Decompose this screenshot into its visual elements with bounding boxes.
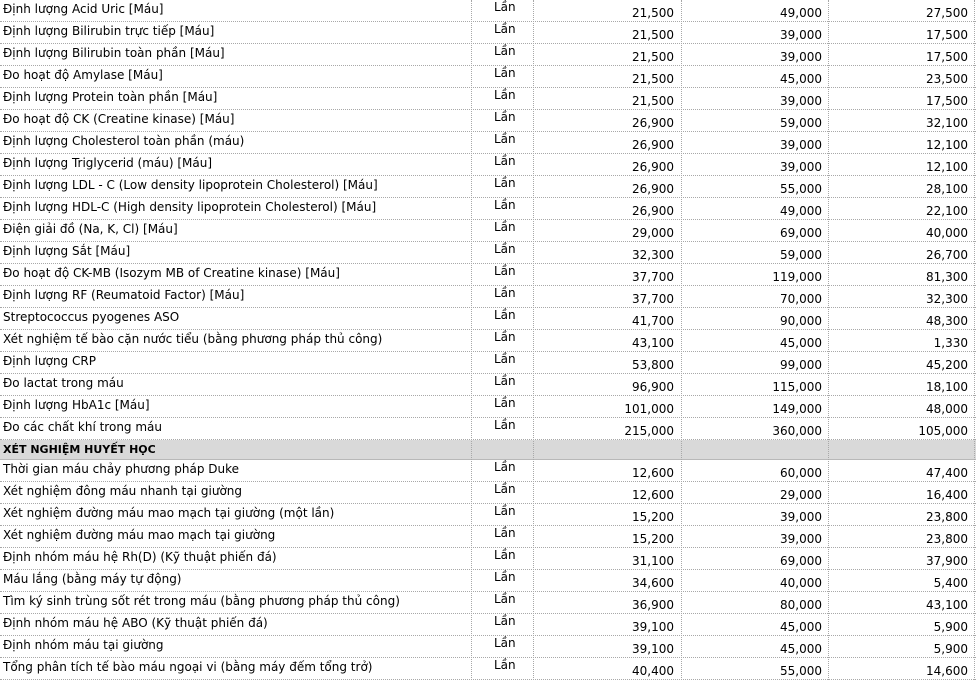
price-cell-p3: 40,000: [926, 226, 968, 240]
table-row: [0, 242, 976, 264]
price-cell-p2: 99,000: [780, 358, 822, 372]
test-name-cell: Đo hoạt độ CK (Creatine kinase) [Máu]: [3, 112, 235, 126]
price-cell-p3: 32,300: [926, 292, 968, 306]
test-name-cell: Định lượng Cholesterol toàn phần (máu): [3, 134, 245, 148]
price-cell-p2: 39,000: [780, 28, 822, 42]
unit-cell: Lần: [494, 22, 516, 36]
table-row: [0, 44, 976, 66]
unit-cell: Lần: [494, 44, 516, 58]
price-cell-p2: 59,000: [780, 248, 822, 262]
table-row: [0, 220, 976, 242]
table-row: [0, 110, 976, 132]
price-cell-p2: 80,000: [780, 598, 822, 612]
column-divider: [533, 0, 534, 680]
unit-cell: Lần: [494, 220, 516, 234]
price-cell-p1: 36,900: [632, 598, 674, 612]
table-row: [0, 570, 976, 592]
table-row: [0, 504, 976, 526]
column-divider: [828, 0, 829, 680]
price-cell-p3: 22,100: [926, 204, 968, 218]
price-cell-p1: 39,100: [632, 642, 674, 656]
unit-cell: Lần: [494, 526, 516, 540]
price-cell-p1: 37,700: [632, 270, 674, 284]
unit-cell: Lần: [494, 264, 516, 278]
test-name-cell: Xét nghiệm đông máu nhanh tại giường: [3, 484, 243, 498]
price-cell-p2: 55,000: [780, 664, 822, 678]
price-cell-p1: 26,900: [632, 182, 674, 196]
price-cell-p3: 26,700: [926, 248, 968, 262]
price-cell-p2: 69,000: [780, 554, 822, 568]
test-name-cell: Định lượng LDL - C (Low density lipoprotein Cholesterol) [Máu]: [3, 178, 378, 192]
price-cell-p3: 45,200: [926, 358, 968, 372]
table-row: [0, 308, 976, 330]
test-name-cell: Định lượng Acid Uric [Máu]: [3, 2, 164, 16]
price-cell-p2: 45,000: [780, 642, 822, 656]
price-cell-p2: 29,000: [780, 488, 822, 502]
table-row: [0, 66, 976, 88]
price-cell-p3: 17,500: [926, 28, 968, 42]
price-cell-p1: 96,900: [632, 380, 674, 394]
unit-cell: Lần: [494, 132, 516, 146]
price-cell-p3: 23,800: [926, 532, 968, 546]
price-cell-p2: 39,000: [780, 94, 822, 108]
unit-cell: Lần: [494, 418, 516, 432]
price-cell-p3: 16,400: [926, 488, 968, 502]
unit-cell: Lần: [494, 352, 516, 366]
test-name-cell: Đo các chất khí trong máu: [3, 420, 162, 434]
table-row: [0, 352, 976, 374]
price-cell-p1: 37,700: [632, 292, 674, 306]
test-name-cell: Streptococcus pyogenes ASO: [3, 310, 180, 324]
price-cell-p1: 26,900: [632, 204, 674, 218]
price-cell-p3: 18,100: [926, 380, 968, 394]
price-cell-p3: 23,800: [926, 510, 968, 524]
price-cell-p3: 12,100: [926, 160, 968, 174]
test-name-cell: Đo hoạt độ CK-MB (Isozym MB of Creatine kinase) [Máu]: [3, 266, 340, 280]
unit-cell: Lần: [494, 198, 516, 212]
price-cell-p1: 43,100: [632, 336, 674, 350]
table-row: [0, 482, 976, 504]
price-cell-p2: 45,000: [780, 72, 822, 86]
price-cell-p3: 43,100: [926, 598, 968, 612]
price-cell-p2: 39,000: [780, 160, 822, 174]
table-row: [0, 396, 976, 418]
test-name-cell: Thời gian máu chảy phương pháp Duke: [3, 462, 240, 476]
price-cell-p3: 5,900: [933, 620, 968, 634]
table-row: [0, 286, 976, 308]
price-cell-p1: 101,000: [624, 402, 674, 416]
price-cell-p3: 81,300: [926, 270, 968, 284]
test-name-cell: Định lượng HDL-C (High density lipoprotein Cholesterol) [Máu]: [3, 200, 377, 214]
price-cell-p2: 39,000: [780, 510, 822, 524]
unit-cell: Lần: [494, 374, 516, 388]
price-cell-p3: 32,100: [926, 116, 968, 130]
column-divider: [471, 0, 472, 680]
test-name-cell: Tìm ký sinh trùng sốt rét trong máu (bằng phương pháp thủ công): [3, 594, 400, 608]
unit-cell: Lần: [494, 110, 516, 124]
table-row: [0, 418, 976, 440]
table-row: [0, 198, 976, 220]
test-name-cell: Định lượng Protein toàn phần [Máu]: [3, 90, 218, 104]
price-cell-p2: 119,000: [772, 270, 822, 284]
price-cell-p1: 21,500: [632, 50, 674, 64]
price-cell-p2: 49,000: [780, 6, 822, 20]
test-name-cell: Định nhóm máu hệ ABO (Kỹ thuật phiến đá): [3, 616, 268, 630]
test-name-cell: Xét nghiệm đường máu mao mạch tại giường: [3, 528, 276, 542]
price-cell-p3: 47,400: [926, 466, 968, 480]
table-row: [0, 264, 976, 286]
price-cell-p3: 48,300: [926, 314, 968, 328]
price-cell-p1: 31,100: [632, 554, 674, 568]
price-cell-p1: 21,500: [632, 6, 674, 20]
unit-cell: Lần: [494, 330, 516, 344]
table-row: [0, 374, 976, 396]
test-name-cell: Tổng phân tích tế bào máu ngoại vi (bằng máy đếm tổng trở): [3, 660, 373, 674]
price-cell-p1: 15,200: [632, 510, 674, 524]
unit-cell: Lần: [494, 636, 516, 650]
test-name-cell: Máu lắng (bằng máy tự động): [3, 572, 182, 586]
price-cell-p3: 14,600: [926, 664, 968, 678]
price-cell-p1: 21,500: [632, 94, 674, 108]
price-cell-p1: 12,600: [632, 488, 674, 502]
unit-cell: Lần: [494, 658, 516, 672]
price-cell-p1: 15,200: [632, 532, 674, 546]
table-row: [0, 592, 976, 614]
test-name-cell: Định lượng Bilirubin trực tiếp [Máu]: [3, 24, 215, 38]
price-cell-p1: 21,500: [632, 72, 674, 86]
table-row: [0, 330, 976, 352]
test-name-cell: Định lượng Sắt [Máu]: [3, 244, 131, 258]
table-row: [0, 22, 976, 44]
column-divider: [681, 0, 682, 680]
table-row: [0, 176, 976, 198]
table-row: [0, 0, 976, 22]
table-row: [0, 548, 976, 570]
price-cell-p1: 26,900: [632, 116, 674, 130]
price-cell-p2: 360,000: [772, 424, 822, 438]
test-name-cell: Điện giải đồ (Na, K, Cl) [Máu]: [3, 222, 178, 236]
unit-cell: Lần: [494, 396, 516, 410]
price-cell-p1: 26,900: [632, 160, 674, 174]
price-cell-p2: 39,000: [780, 532, 822, 546]
unit-cell: Lần: [494, 154, 516, 168]
test-name-cell: Định lượng CRP: [3, 354, 96, 368]
test-name-cell: Định lượng HbA1c [Máu]: [3, 398, 150, 412]
price-cell-p1: 34,600: [632, 576, 674, 590]
price-cell-p1: 215,000: [624, 424, 674, 438]
price-cell-p2: 49,000: [780, 204, 822, 218]
price-cell-p2: 40,000: [780, 576, 822, 590]
unit-cell: Lần: [494, 460, 516, 474]
unit-cell: Lần: [494, 308, 516, 322]
unit-cell: Lần: [494, 286, 516, 300]
unit-cell: Lần: [494, 614, 516, 628]
price-cell-p2: 45,000: [780, 620, 822, 634]
test-name-cell: Định lượng RF (Reumatoid Factor) [Máu]: [3, 288, 245, 302]
test-name-cell: Định lượng Triglycerid (máu) [Máu]: [3, 156, 213, 170]
price-cell-p2: 60,000: [780, 466, 822, 480]
price-cell-p2: 55,000: [780, 182, 822, 196]
price-cell-p1: 40,400: [632, 664, 674, 678]
unit-cell: Lần: [494, 0, 516, 14]
price-cell-p3: 27,500: [926, 6, 968, 20]
price-cell-p2: 115,000: [772, 380, 822, 394]
table-row: [0, 658, 976, 680]
price-cell-p1: 53,800: [632, 358, 674, 372]
price-cell-p3: 1,330: [933, 336, 968, 350]
price-cell-p1: 29,000: [632, 226, 674, 240]
price-cell-p3: 48,000: [926, 402, 968, 416]
price-cell-p3: 105,000: [918, 424, 968, 438]
section-header-row: [0, 440, 976, 460]
price-cell-p3: 37,900: [926, 554, 968, 568]
test-name-cell: Định nhóm máu hệ Rh(D) (Kỹ thuật phiến đá): [3, 550, 277, 564]
price-cell-p3: 17,500: [926, 50, 968, 64]
price-cell-p3: 23,500: [926, 72, 968, 86]
price-cell-p3: 5,900: [933, 642, 968, 656]
table-row: [0, 88, 976, 110]
price-cell-p2: 39,000: [780, 138, 822, 152]
column-divider: [974, 0, 975, 680]
price-cell-p1: 26,900: [632, 138, 674, 152]
price-cell-p2: 45,000: [780, 336, 822, 350]
unit-cell: Lần: [494, 504, 516, 518]
test-name-cell: Xét nghiệm đường máu mao mạch tại giường (một lần): [3, 506, 335, 520]
price-cell-p3: 5,400: [933, 576, 968, 590]
price-cell-p1: 12,600: [632, 466, 674, 480]
test-name-cell: Đo hoạt độ Amylase [Máu]: [3, 68, 163, 82]
price-cell-p2: 149,000: [772, 402, 822, 416]
unit-cell: Lần: [494, 88, 516, 102]
unit-cell: Lần: [494, 242, 516, 256]
price-cell-p3: 12,100: [926, 138, 968, 152]
price-cell-p2: 90,000: [780, 314, 822, 328]
price-cell-p3: 28,100: [926, 182, 968, 196]
table-row: [0, 636, 976, 658]
test-name-cell: Đo lactat trong máu: [3, 376, 124, 390]
unit-cell: Lần: [494, 176, 516, 190]
price-cell-p1: 41,700: [632, 314, 674, 328]
table-row: [0, 154, 976, 176]
price-cell-p2: 39,000: [780, 50, 822, 64]
price-cell-p3: 17,500: [926, 94, 968, 108]
table-row: [0, 460, 976, 482]
table-row: [0, 132, 976, 154]
price-cell-p1: 39,100: [632, 620, 674, 634]
test-name-cell: Định nhóm máu tại giường: [3, 638, 164, 652]
table-row: [0, 614, 976, 636]
unit-cell: Lần: [494, 592, 516, 606]
unit-cell: Lần: [494, 570, 516, 584]
section-title: XÉT NGHIỆM HUYẾT HỌC: [3, 443, 156, 456]
table-row: [0, 526, 976, 548]
price-cell-p2: 70,000: [780, 292, 822, 306]
test-name-cell: Xét nghiệm tế bào cặn nước tiểu (bằng phương pháp thủ công): [3, 332, 383, 346]
price-cell-p2: 69,000: [780, 226, 822, 240]
unit-cell: Lần: [494, 66, 516, 80]
price-cell-p1: 21,500: [632, 28, 674, 42]
test-name-cell: Định lượng Bilirubin toàn phần [Máu]: [3, 46, 225, 60]
unit-cell: Lần: [494, 548, 516, 562]
price-cell-p2: 59,000: [780, 116, 822, 130]
price-cell-p1: 32,300: [632, 248, 674, 262]
unit-cell: Lần: [494, 482, 516, 496]
